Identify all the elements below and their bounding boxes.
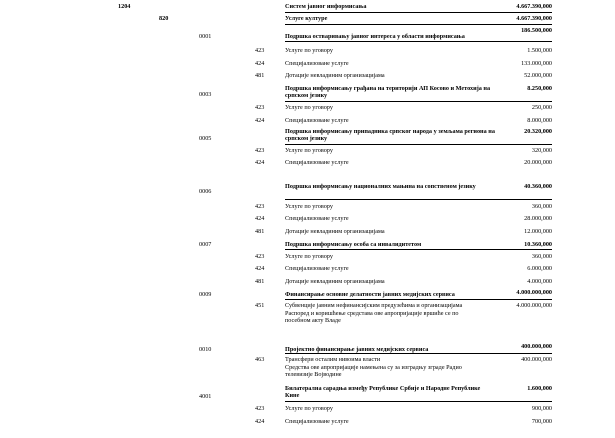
program-underline xyxy=(285,353,552,354)
item-label: Специјализоване услуге xyxy=(285,60,349,67)
item-code: 423 xyxy=(255,147,265,154)
program-title: Подршка информисању грађана на територији АП Косово и Метохија на српском језику xyxy=(285,85,491,99)
item-amount: 1.500,000 xyxy=(527,47,552,54)
item-code: 423 xyxy=(255,203,265,210)
item-label: Специјализоване услуге xyxy=(285,265,349,272)
item-amount: 133.000,000 xyxy=(521,60,552,67)
program-amount: 40.360,000 xyxy=(524,183,552,190)
program-title: Подршка информисању националних мањина на сопственом језику xyxy=(285,183,476,190)
section-code: 1204 xyxy=(118,3,131,10)
item-code: 424 xyxy=(255,159,265,166)
program-code: 0006 xyxy=(199,188,212,195)
program-code: 0007 xyxy=(199,241,212,248)
section-title: Систем јавног информисања xyxy=(285,3,367,10)
item-label: Услуге по уговору xyxy=(285,47,333,54)
program-title: Пројектно финансирање јавних медијских сервиса xyxy=(285,346,429,353)
item-label: Услуге по уговору xyxy=(285,253,333,260)
program-underline xyxy=(285,144,552,145)
item-code: 423 xyxy=(255,47,265,54)
item-amount: 900,000 xyxy=(531,405,552,412)
item-label: Субвенције јавним нефинансијским предузећима и организацијама xyxy=(285,302,463,309)
item-amount: 4.000,000 xyxy=(527,278,552,285)
item-label: Услуге по уговору xyxy=(285,147,333,154)
item-label: Услуге по уговору xyxy=(285,405,333,412)
program-code: 0009 xyxy=(199,291,212,298)
item-label: Дотације невладиним организацијама xyxy=(285,278,385,285)
item-code: 423 xyxy=(255,253,265,260)
item-amount: 52.000,000 xyxy=(524,72,552,79)
item-label: Дотације невладиним организацијама xyxy=(285,228,385,235)
item-code: 423 xyxy=(255,104,265,111)
program-title: Подршка информисању припадника српског народа у земљама региона на српском језику xyxy=(285,128,495,142)
program-code: 4001 xyxy=(199,393,212,400)
program-underline xyxy=(285,199,552,200)
program-code: 0005 xyxy=(199,135,212,142)
item-code: 481 xyxy=(255,278,265,285)
section-amount: 4.667.390,000 xyxy=(516,3,552,10)
item-code: 424 xyxy=(255,265,265,272)
item-label: Дотације невладиним организацијама xyxy=(285,72,385,79)
program-note: Распоред и коришћење средстава ове апропријације вршиће се по посебном акту Владе xyxy=(285,310,459,324)
program-amount: 20.320,000 xyxy=(524,128,552,135)
program-code: 0003 xyxy=(199,91,212,98)
item-amount: 28.000,000 xyxy=(524,215,552,222)
item-code: 424 xyxy=(255,117,265,124)
program-title: Билатерална сарадња између Републике Србије и Народне Републике Кине xyxy=(285,385,481,399)
program-code: 0010 xyxy=(199,346,212,353)
program-amount: 1.600,000 xyxy=(527,385,552,392)
item-amount: 320,000 xyxy=(531,147,552,154)
section-underline xyxy=(285,12,552,13)
program-amount: 10.360,000 xyxy=(524,241,552,248)
item-label: Специјализоване услуге xyxy=(285,117,349,124)
item-amount: 4.000.000,000 xyxy=(516,302,552,309)
item-amount: 20.000,000 xyxy=(524,159,552,166)
item-amount: 6.000,000 xyxy=(527,265,552,272)
program-title: Подршка информисању особа са инвалидитетом xyxy=(285,241,422,248)
func-title: Услуге културе xyxy=(285,15,328,22)
item-code: 424 xyxy=(255,60,265,67)
func-underline xyxy=(285,24,552,25)
program-note: Средства ове апропријације намењена су за изградњу зграде Радио телевизије Војводине xyxy=(285,364,462,378)
item-code: 423 xyxy=(255,405,265,412)
item-amount: 400.000,000 xyxy=(521,356,552,363)
program-underline xyxy=(285,41,552,42)
item-label: Услуге по уговору xyxy=(285,104,333,111)
program-underline xyxy=(285,249,552,250)
program-amount: 4.000.000,000 xyxy=(516,289,552,296)
item-amount: 8.000,000 xyxy=(527,117,552,124)
program-code: 0001 xyxy=(199,33,212,40)
program-amount: 186.500,000 xyxy=(521,27,552,34)
program-underline xyxy=(285,101,552,102)
item-label: Трансфери осталим нивоима власти xyxy=(285,356,381,363)
program-title: Финансирање основне делатности јавних медијских сервиса xyxy=(285,291,455,298)
program-amount: 400.000,000 xyxy=(521,343,552,350)
item-amount: 250,000 xyxy=(531,104,552,111)
item-label: Услуге по уговору xyxy=(285,203,333,210)
item-code: 451 xyxy=(255,302,265,309)
item-code: 463 xyxy=(255,356,265,363)
item-label: Специјализоване услуге xyxy=(285,215,349,222)
item-amount: 700,000 xyxy=(531,418,552,425)
item-label: Специјализоване услуге xyxy=(285,418,349,425)
item-code: 481 xyxy=(255,72,265,79)
item-code: 481 xyxy=(255,228,265,235)
item-code: 424 xyxy=(255,418,265,425)
item-amount: 360,000 xyxy=(531,203,552,210)
func-code: 820 xyxy=(159,15,169,22)
program-title: Подршка остваривању јавног интереса у области информисања xyxy=(285,33,465,40)
item-label: Специјализоване услуге xyxy=(285,159,349,166)
item-code: 424 xyxy=(255,215,265,222)
func-amount: 4.667.390,000 xyxy=(516,15,552,22)
item-amount: 12.000,000 xyxy=(524,228,552,235)
item-amount: 360,000 xyxy=(531,253,552,260)
program-underline xyxy=(285,401,552,402)
program-underline xyxy=(285,299,552,300)
program-amount: 8.250,000 xyxy=(527,85,552,92)
